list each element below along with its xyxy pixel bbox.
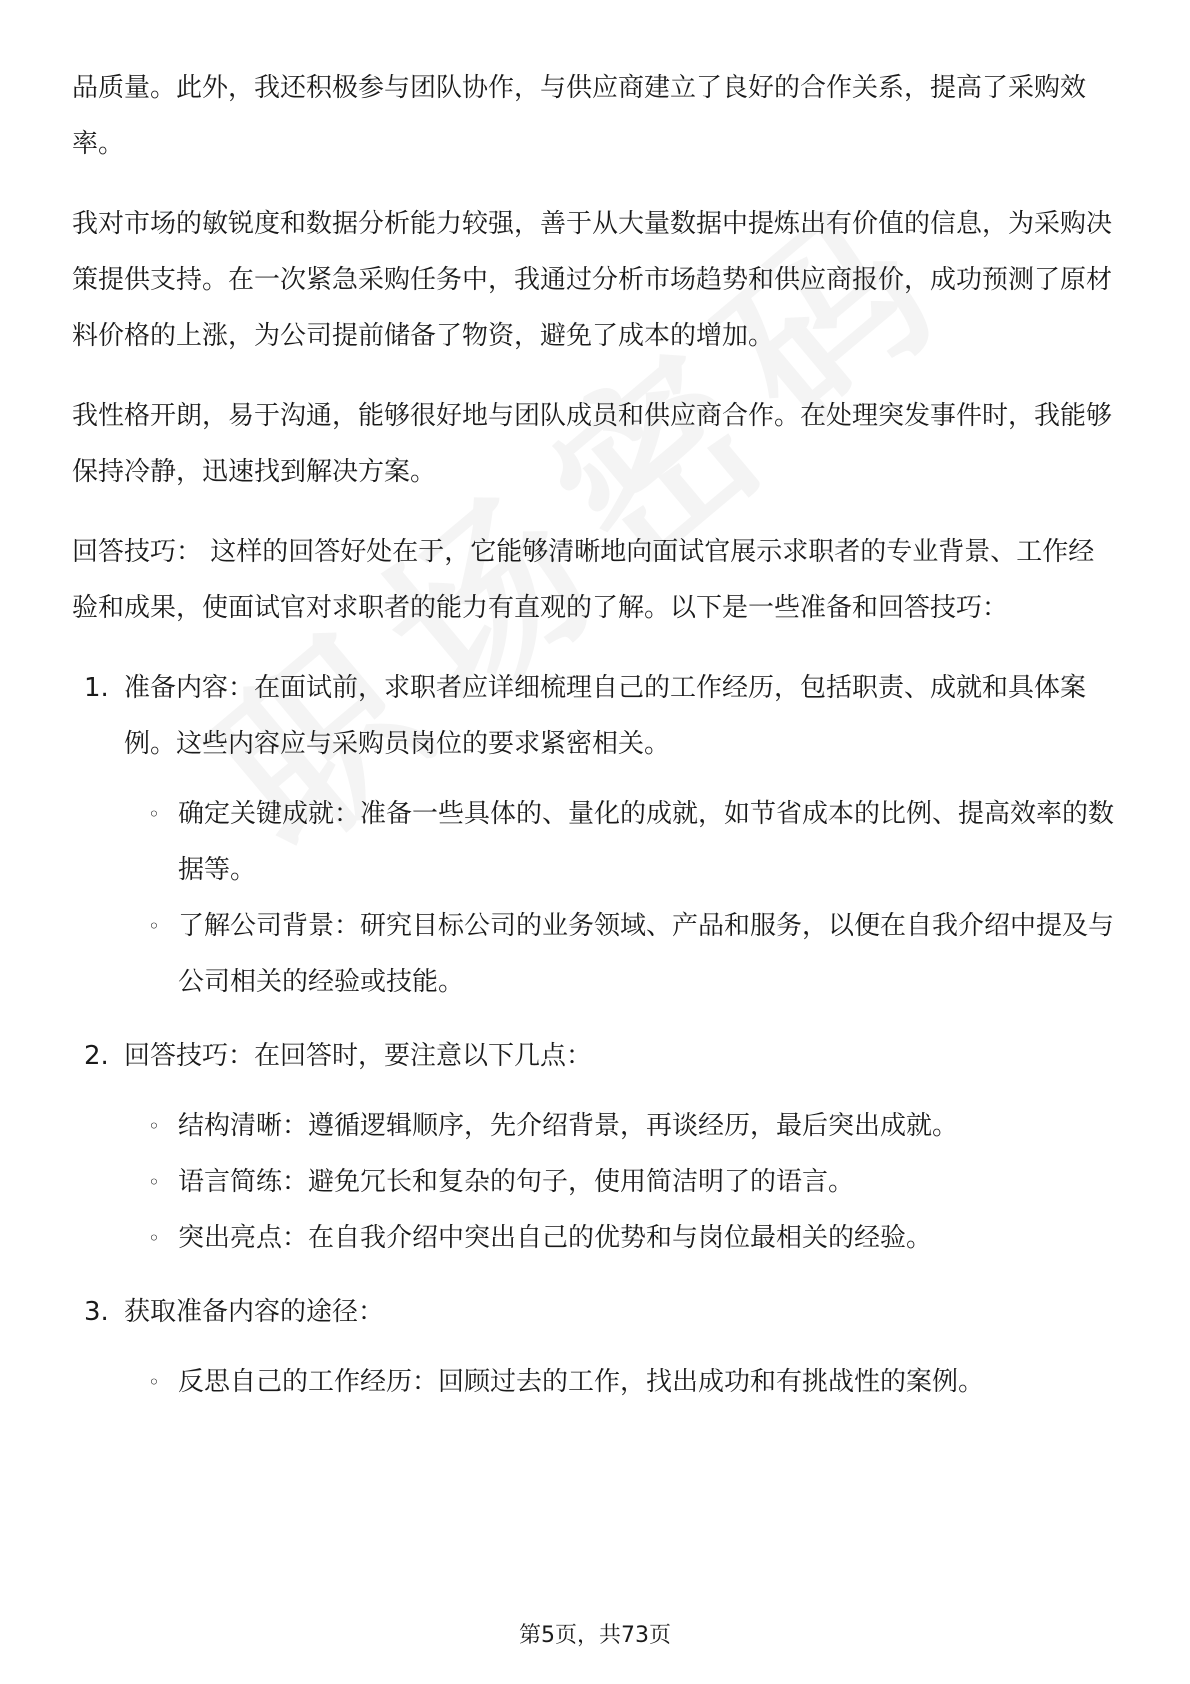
list-item (72, 1284, 1120, 1340)
bullet-icon: ◦ (148, 802, 160, 826)
paragraph: 品质量。此外，我还积极参与团队协作，与供应商建立了良好的合作关系，提高了采购效率。 (72, 73, 1087, 159)
sub-item-text: 了解公司背景：研究目标公司的业务领域、产品和服务，以便在自我介绍中提及与公司相关的经验或技能。 (178, 911, 1115, 997)
page-footer: 第5页，共73页 (519, 1623, 671, 1648)
sub-item-text: 突出亮点：在自我介绍中突出自己的优势和与岗位最相关的经验。 (178, 1223, 933, 1253)
sub-item-text: 结构清晰：遵循逻辑顺序，先介绍背景，再谈经历，最后突出成就。 (178, 1111, 959, 1141)
bullet-icon: ◦ (148, 1170, 160, 1194)
sub-list-item (72, 786, 1120, 898)
sub-list-item (72, 1354, 1120, 1410)
paragraph: 我性格开朗，易于沟通，能够很好地与团队成员和供应商合作。在处理突发事件时，我能够保持冷静，迅速找到解决方案。 (72, 401, 1113, 487)
sub-list (72, 1098, 1120, 1266)
sub-item-text: 反思自己的工作经历：回顾过去的工作，找出成功和有挑战性的案例。 (178, 1367, 985, 1397)
list-item-text: 准备内容：在面试前，求职者应详细梳理自己的工作经历，包括职责、成就和具体案例。这些内容应与采购员岗位的要求紧密相关。 (124, 673, 1087, 759)
paragraph: 回答技巧： 这样的回答好处在于，它能够清晰地向面试官展示求职者的专业背景、工作经验和成果，使面试官对求职者的能力有直观的了解。以下是一些准备和回答技巧： (72, 537, 1095, 623)
list-number: 1. (84, 673, 109, 703)
sub-list-item (72, 1210, 1120, 1266)
list-item-text: 获取准备内容的途径： (124, 1297, 385, 1327)
list-item (72, 1028, 1120, 1084)
sub-list (72, 1354, 1120, 1410)
list-number: 3. (84, 1297, 109, 1327)
bullet-icon: ◦ (148, 914, 160, 938)
sub-list-item (72, 898, 1120, 1010)
list-item (72, 660, 1120, 772)
list-number: 2. (84, 1041, 109, 1071)
sub-item-text: 语言简练：避免冗长和复杂的句子，使用简洁明了的语言。 (178, 1167, 855, 1197)
document-body (72, 60, 1120, 1428)
bullet-icon: ◦ (148, 1226, 160, 1250)
list-item-text: 回答技巧：在回答时，要注意以下几点： (124, 1041, 593, 1071)
bullet-icon: ◦ (148, 1370, 160, 1394)
sub-list-item (72, 1154, 1120, 1210)
sub-list (72, 786, 1120, 1010)
paragraph: 我对市场的敏锐度和数据分析能力较强，善于从大量数据中提炼出有价值的信息，为采购决策提供支持。在一次紧急采购任务中，我通过分析市场趋势和供应商报价，成功预测了原材料价格的上涨，为公司提前储备了物资，避免了成本的增加。 (72, 209, 1113, 351)
sub-list-item (72, 1098, 1120, 1154)
sub-item-text: 确定关键成就：准备一些具体的、量化的成就，如节省成本的比例、提高效率的数据等。 (178, 799, 1115, 885)
bullet-icon: ◦ (148, 1114, 160, 1138)
